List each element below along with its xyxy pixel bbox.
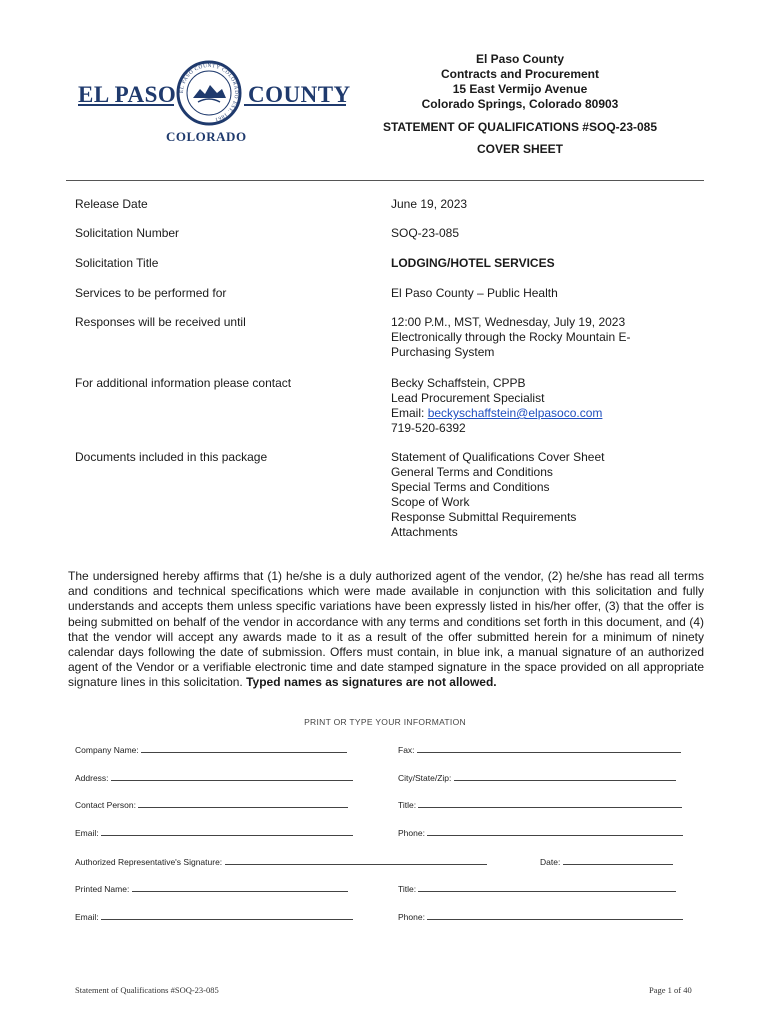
phone-field-2[interactable]	[398, 910, 683, 922]
solicitation-number-label: Solicitation Number	[75, 226, 180, 240]
affirmation-text: The undersigned hereby affirms that (1) he/she is a duly authorized agent of the vendor, (2) he/she has read all terms and conditions and technical specifications which were made available in conjunction with this solicitation and fully understands and accepts them unless specific variations have been expressly listed in his/her offer, (3) that the offer is being submitted on behalf of the vendor in accordance with any terms and conditions set forth in this document, and (4) that the vendor will accept any awards made to it as a result of the offer submitted herein for a minimum of ninety calendar days following the date of submission. Offers must contain, in blue ink, a manual signature of an authorized agent of the Vendor or a verifiable electronic time and date stamped signature in the space provided on all appropriate signature lines in this solicitation.	[68, 569, 704, 690]
affirmation-bold-text: Typed names as signatures are not allowed.	[246, 675, 497, 690]
printed-name-label: Printed Name:	[75, 884, 130, 894]
responses-label: Responses will be received until	[75, 315, 246, 329]
contact-person-label: Contact Person:	[75, 800, 136, 810]
cover-sheet-heading: COVER SHEET	[476, 142, 563, 156]
email-label-2: Email:	[75, 912, 99, 922]
form-heading: PRINT OR TYPE YOUR INFORMATION	[304, 717, 466, 727]
contact-name: Becky Schaffstein, CPPB	[391, 376, 526, 390]
contact-email-link[interactable]: beckyschaffstein@elpasoco.com	[427, 406, 603, 420]
address-line-2: Contracts and Procurement	[440, 67, 600, 81]
logo-colorado: COLORADO	[166, 129, 247, 144]
address-line-1: El Paso County	[475, 52, 564, 66]
address-field[interactable]	[75, 771, 353, 783]
document-item: Special Terms and Conditions	[391, 480, 550, 494]
email-field-1[interactable]	[75, 826, 353, 838]
documents-label: Documents included in this package	[75, 450, 268, 464]
company-name-field[interactable]	[75, 743, 347, 755]
document-item: Attachments	[391, 525, 458, 539]
fax-label: Fax:	[398, 745, 415, 755]
release-date-label: Release Date	[75, 197, 148, 211]
responses-value	[391, 315, 651, 360]
responses-line-1: 12:00 P.M., MST, Wednesday, July 19, 2023	[391, 315, 626, 329]
footer-page-number: Page 1 of 40	[649, 985, 692, 995]
document-title: STATEMENT OF QUALIFICATIONS #SOQ-23-085	[382, 120, 658, 134]
document-item: Scope of Work	[391, 495, 470, 509]
fax-field[interactable]	[398, 743, 681, 755]
solicitation-number-value: SOQ-23-085	[391, 226, 460, 240]
address-line-3: 15 East Vermijo Avenue	[452, 82, 588, 96]
contact-value	[391, 376, 651, 436]
document-item: General Terms and Conditions	[391, 465, 553, 479]
title-field-1[interactable]	[398, 798, 682, 810]
services-value: El Paso County – Public Health	[391, 286, 558, 300]
title-label-1: Title:	[398, 800, 417, 810]
company-name-label: Company Name:	[75, 745, 139, 755]
services-label: Services to be performed for	[75, 286, 227, 300]
documents-list	[391, 450, 651, 540]
responses-line-2: Electronically through the Rocky Mountain E-	[391, 330, 631, 344]
phone-label-2: Phone:	[398, 912, 425, 922]
county-logo	[78, 60, 351, 148]
email-label-1: Email:	[75, 828, 99, 838]
date-field[interactable]	[540, 855, 673, 867]
printed-name-field[interactable]	[75, 882, 348, 894]
title-label-2: Title:	[398, 884, 417, 894]
title-field-2[interactable]	[398, 882, 676, 894]
header-divider	[66, 180, 704, 181]
solicitation-title-value: LODGING/HOTEL SERVICES	[391, 256, 555, 270]
city-state-zip-label: City/State/Zip:	[398, 773, 452, 783]
responses-line-3: Purchasing System	[391, 345, 495, 359]
document-item: Statement of Qualifications Cover Sheet	[391, 450, 605, 464]
contact-phone: 719-520-6392	[391, 421, 466, 435]
seal-text: EL PASO COUNTY COLORADO EST. 1861	[178, 62, 240, 123]
address-line-4: Colorado Springs, Colorado 80903	[421, 97, 619, 111]
signature-label: Authorized Representative's Signature:	[75, 857, 223, 867]
contact-email-prefix: Email:	[391, 406, 428, 420]
solicitation-title-label: Solicitation Title	[75, 256, 159, 270]
county-seal-icon	[176, 60, 242, 126]
contact-email-line	[391, 406, 651, 421]
phone-field-1[interactable]	[398, 826, 683, 838]
email-field-2[interactable]	[75, 910, 353, 922]
phone-label-1: Phone:	[398, 828, 425, 838]
city-state-zip-field[interactable]	[398, 771, 676, 783]
footer-document-name: Statement of Qualifications #SOQ-23-085	[75, 985, 219, 995]
signature-field[interactable]	[75, 855, 487, 867]
address-block	[370, 52, 670, 112]
contact-label: For additional information please contact	[75, 376, 292, 390]
contact-role: Lead Procurement Specialist	[391, 391, 545, 405]
date-label: Date:	[540, 857, 561, 867]
contact-person-field[interactable]	[75, 798, 348, 810]
logo-el-paso: EL PASO	[78, 82, 177, 107]
affirmation-paragraph	[68, 569, 704, 691]
logo-county: COUNTY	[248, 82, 351, 107]
release-date-value: June 19, 2023	[391, 197, 468, 211]
document-item: Response Submittal Requirements	[391, 510, 577, 524]
address-label: Address:	[75, 773, 109, 783]
